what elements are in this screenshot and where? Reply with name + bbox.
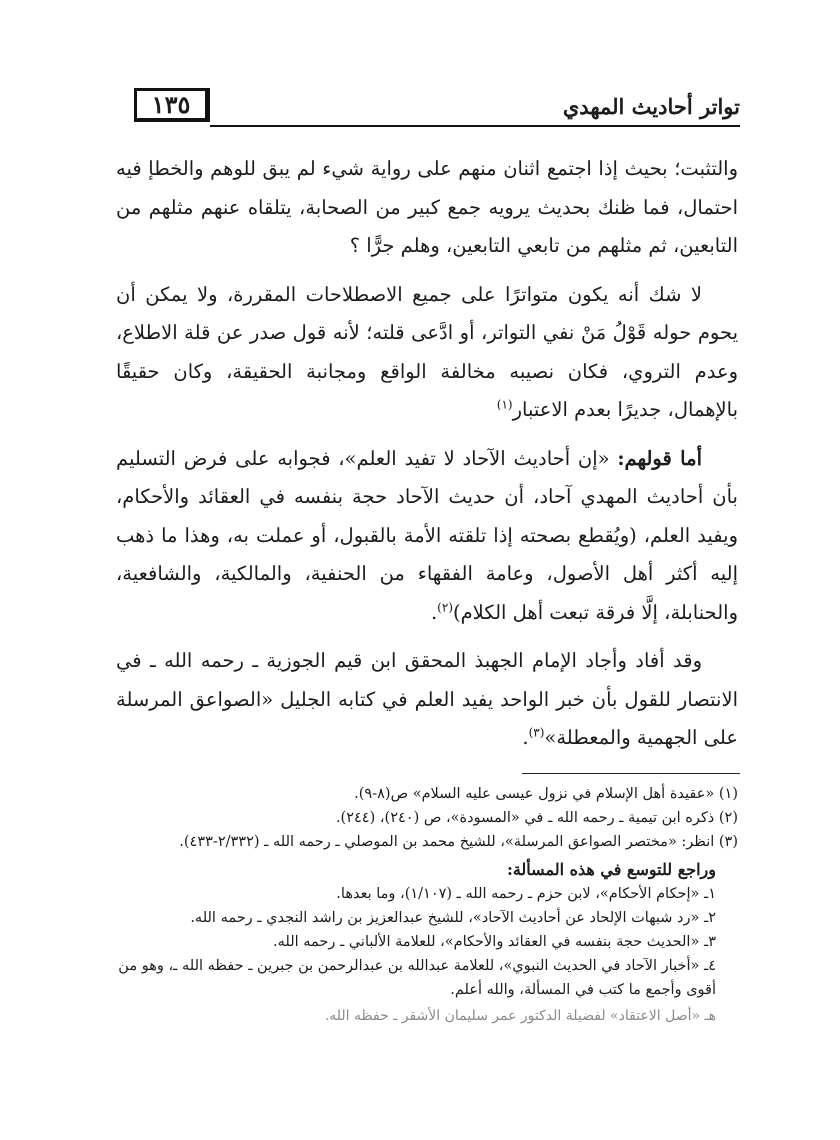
paragraph-text: وقد أفاد وأجاد الإمام الجهبذ المحقق ابن قيم الجوزية ـ رحمه الله ـ في الانتصار للقول بأن خبر الواحد يفيد العلم في كتابه الجليل «الصواعق المرسلة على الجهمية والمعطلة» [116, 649, 738, 749]
further-reading-item: ٤ـ «أخبار الآحاد في الحديث النبوي»، للعلامة عبدالله بن عبدالرحمن بن جبرين ـ حفظه الله ـ، وهو من أقوى وأجمع ما كتب في المسألة، والله أعلم. [118, 958, 716, 998]
footnote-divider [522, 773, 740, 774]
further-reading-item: ٣ـ «الحديث حجة بنفسه في العقائد والأحكام»، للعلامة الألباني ـ رحمه الله. [273, 934, 716, 950]
page-number: ١٣٥ [134, 88, 210, 122]
footnote-3: (٣) انظر: «مختصر الصواعق المرسلة»، للشيخ محمد بن الموصلي ـ رحمه الله ـ (٢/٣٣٢-٤٣٣). [179, 834, 738, 850]
paragraph-text: والتثبت؛ بحيث إذا اجتمع اثنان منهم على رواية شيء لم يبق للوهم والخطإ فيه احتمال، فما ظنك بحديث يرويه جمع كبير من الصحابة، يتلقاه عنهم مثلهم من التابعين، ثم مثلهم من تابعي التابعين، وهلم جرًّا ؟ [116, 157, 738, 257]
paragraph-end: . [522, 726, 529, 749]
paragraph-1 [116, 150, 738, 266]
paragraph-2 [116, 276, 738, 430]
paragraph-4 [116, 642, 738, 758]
footnote-ref-3[interactable]: (٣) [528, 725, 545, 740]
further-reading-heading: وراجع للتوسع في هذه المسألة: [506, 860, 716, 879]
footnote-ref-1[interactable]: (١) [496, 397, 513, 412]
paragraph-text: لا شك أنه يكون متواترًا على جميع الاصطلاحات المقررة، ولا يمكن أن يحوم حوله قَوْلُ مَنْ نفي التواتر، أو ادَّعى قلته؛ لأنه قول صدر عن قلة الاطلاع، وعدم التروي، فكان نصيبه مخالفة الواقع ومجانبة الحقيقة، وكان حقيقًا بالإهمال، جديرًا بعدم الاعتبار [116, 282, 738, 421]
further-reading-item: ٢ـ «رد شبهات الإلحاد عن أحاديث الآحاد»، للشيخ عبدالعزيز بن راشد النجدي ـ رحمه الله. [190, 910, 716, 926]
paragraph-3 [116, 440, 738, 633]
footnote-2: (٢) ذكره ابن تيمية ـ رحمه الله ـ في «المسودة»، ص (٢٤٠)، (٢٤٤). [335, 810, 738, 826]
main-text [116, 150, 738, 768]
paragraph-lead: أما قولهم: [617, 446, 702, 470]
further-reading-item: ١ـ «إحكام الأحكام»، لابن حزم ـ رحمه الله ـ (١/١٠٧)، وما بعدها. [336, 886, 716, 902]
paragraph-text: «إن أحاديث الآحاد لا تفيد العلم»، فجوابه على فرض التسليم بأن أحاديث المهدي آحاد، أن حديث الآحاد حجة بنفسه في العقائد والأحكام، ويفيد العلم، (ويُقطع بصحته إذا تلقته الأمة بالقبول، أو عملت به، وهذا ما ذهب إليه أكثر أهل الأصول، وعامة الفقهاء من الحنفية، والمالكية، والشافعية، والحنابلة، إلَّا فرقة تبعت أهل الكلام) [116, 446, 738, 624]
paragraph-end: . [430, 600, 438, 624]
header-divider [210, 125, 740, 127]
footnotes [116, 782, 738, 1028]
running-title: تواتر أحاديث المهدي [562, 94, 740, 119]
footnote-1: (١) «عقيدة أهل الإسلام في نزول عيسى عليه السلام» ص(٨-٩). [354, 786, 738, 802]
footnote-ref-2[interactable]: (٢) [437, 600, 453, 614]
further-reading-faint-item: هـ «أصل الاعتقاد» لفضيلة الدكتور عمر سليمان الأشقر ـ حفظه الله. [324, 1008, 716, 1024]
page-header [118, 82, 740, 132]
